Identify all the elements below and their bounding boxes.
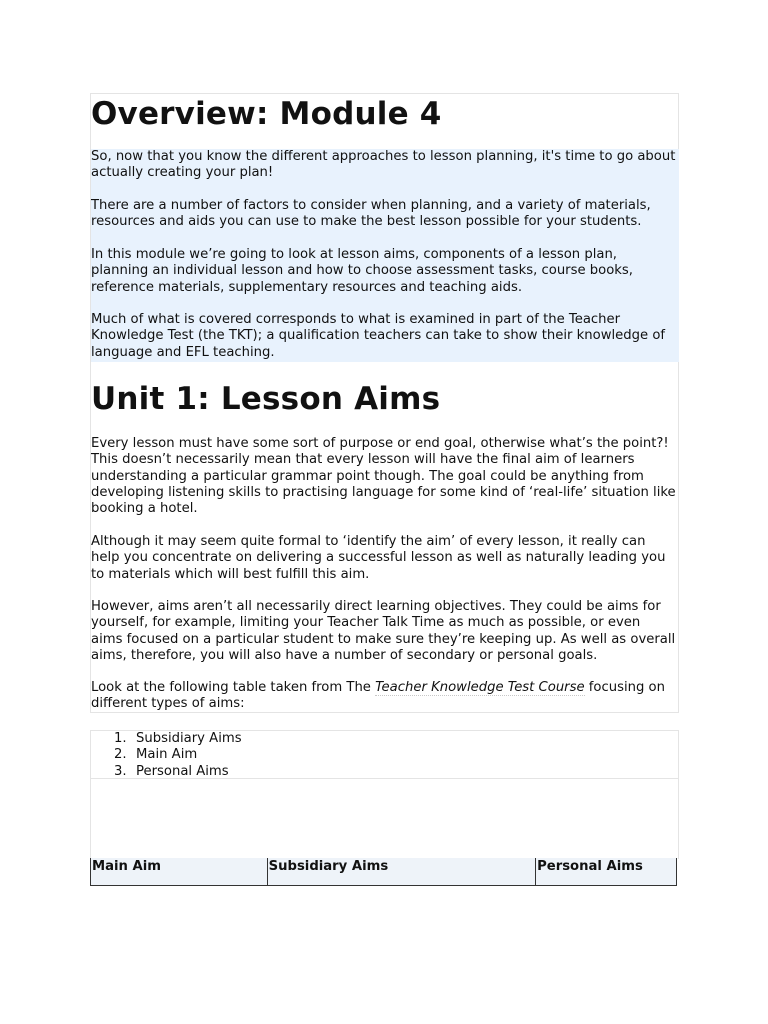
text-line: booking a hotel. <box>91 501 198 517</box>
list-number: 2. <box>114 747 127 763</box>
list-item-label: Subsidiary Aims <box>136 731 242 746</box>
book-title-reference: Teacher Knowledge Test Course <box>375 680 585 695</box>
text-line: yourself, for example, limiting your Teacher Talk Time as much as possible, or even <box>91 615 641 631</box>
text-line: help you concentrate on delivering a successful lesson as well as naturally leading you <box>91 550 666 566</box>
table-header-subsidiary-aims: Subsidiary Aims <box>267 858 535 885</box>
table-intro-paragraph <box>91 680 665 713</box>
unit-paragraph <box>91 599 675 664</box>
list-item <box>91 747 242 763</box>
text-fragment: focusing on <box>584 680 665 695</box>
text-line: actually creating your plan! <box>91 165 274 181</box>
empty-content-block <box>90 778 679 859</box>
text-line: different types of aims: <box>91 696 245 712</box>
list-number: 3. <box>114 763 127 779</box>
text-line: planning an individual lesson and how to choose assessment tasks, course books, <box>91 263 633 279</box>
text-line: reference materials, supplementary resources and teaching aids. <box>91 279 523 295</box>
overview-highlight <box>91 149 679 362</box>
text-line: Much of what is covered corresponds to what is examined in part of the Teacher <box>91 312 621 327</box>
text-line: This doesn’t necessarily mean that every lesson will have the final aim of learners <box>91 452 635 468</box>
table-header-row <box>91 858 677 885</box>
unit-heading: Unit 1: Lesson Aims <box>91 381 441 417</box>
overview-paragraph <box>91 198 651 231</box>
unit-paragraph <box>91 534 665 583</box>
text-line: Knowledge Test (the TKT); a qualification teachers can take to show their knowledge of <box>91 328 666 344</box>
text-fragment: Look at the following table taken from The <box>91 680 376 695</box>
content-block <box>90 93 679 713</box>
unit-paragraph <box>91 436 676 517</box>
text-line: However, aims aren’t all necessarily direct learning objectives. They could be aims for <box>91 599 661 614</box>
document-page <box>90 93 679 713</box>
overview-paragraph <box>91 312 665 361</box>
aims-list-block <box>90 730 679 778</box>
text-line: Although it may seem quite formal to ‘identify the aim’ of every lesson, it really can <box>91 534 646 549</box>
text-line: There are a number of factors to consider when planning, and a variety of materials, <box>91 198 651 213</box>
text-line: language and EFL teaching. <box>91 344 275 360</box>
text-line: aims focused on a particular student to make sure they’re keeping up. As well as overall <box>91 631 676 647</box>
text-line: resources and aids you can use to make the best lesson possible for your students. <box>91 214 642 230</box>
aims-table <box>90 858 677 886</box>
text-line: developing listening skills to practising language for some kind of ‘real-life’ situation like <box>91 484 676 500</box>
text-line: aims, therefore, you will also have a number of secondary or personal goals. <box>91 647 598 663</box>
table-header-personal-aims: Personal Aims <box>536 858 677 885</box>
text-line: to materials which will best fulfill this aim. <box>91 566 370 582</box>
table-header-main-aim: Main Aim <box>91 858 268 885</box>
list-item-label: Personal Aims <box>136 763 229 779</box>
list-number: 1. <box>114 731 127 746</box>
list-item-label: Main Aim <box>136 747 198 763</box>
text-line: Every lesson must have some sort of purpose or end goal, otherwise what’s the point?! <box>91 436 669 451</box>
aims-list <box>91 731 242 780</box>
list-item <box>91 731 242 747</box>
overview-paragraph <box>91 247 633 296</box>
overview-heading: Overview: Module 4 <box>91 96 442 132</box>
overview-paragraph <box>91 149 675 182</box>
text-line: So, now that you know the different approaches to lesson planning, it's time to go about <box>91 149 676 164</box>
text-line: understanding a particular grammar point though. The goal could be anything from <box>91 468 644 484</box>
text-line: In this module we’re going to look at lesson aims, components of a lesson plan, <box>91 247 617 262</box>
